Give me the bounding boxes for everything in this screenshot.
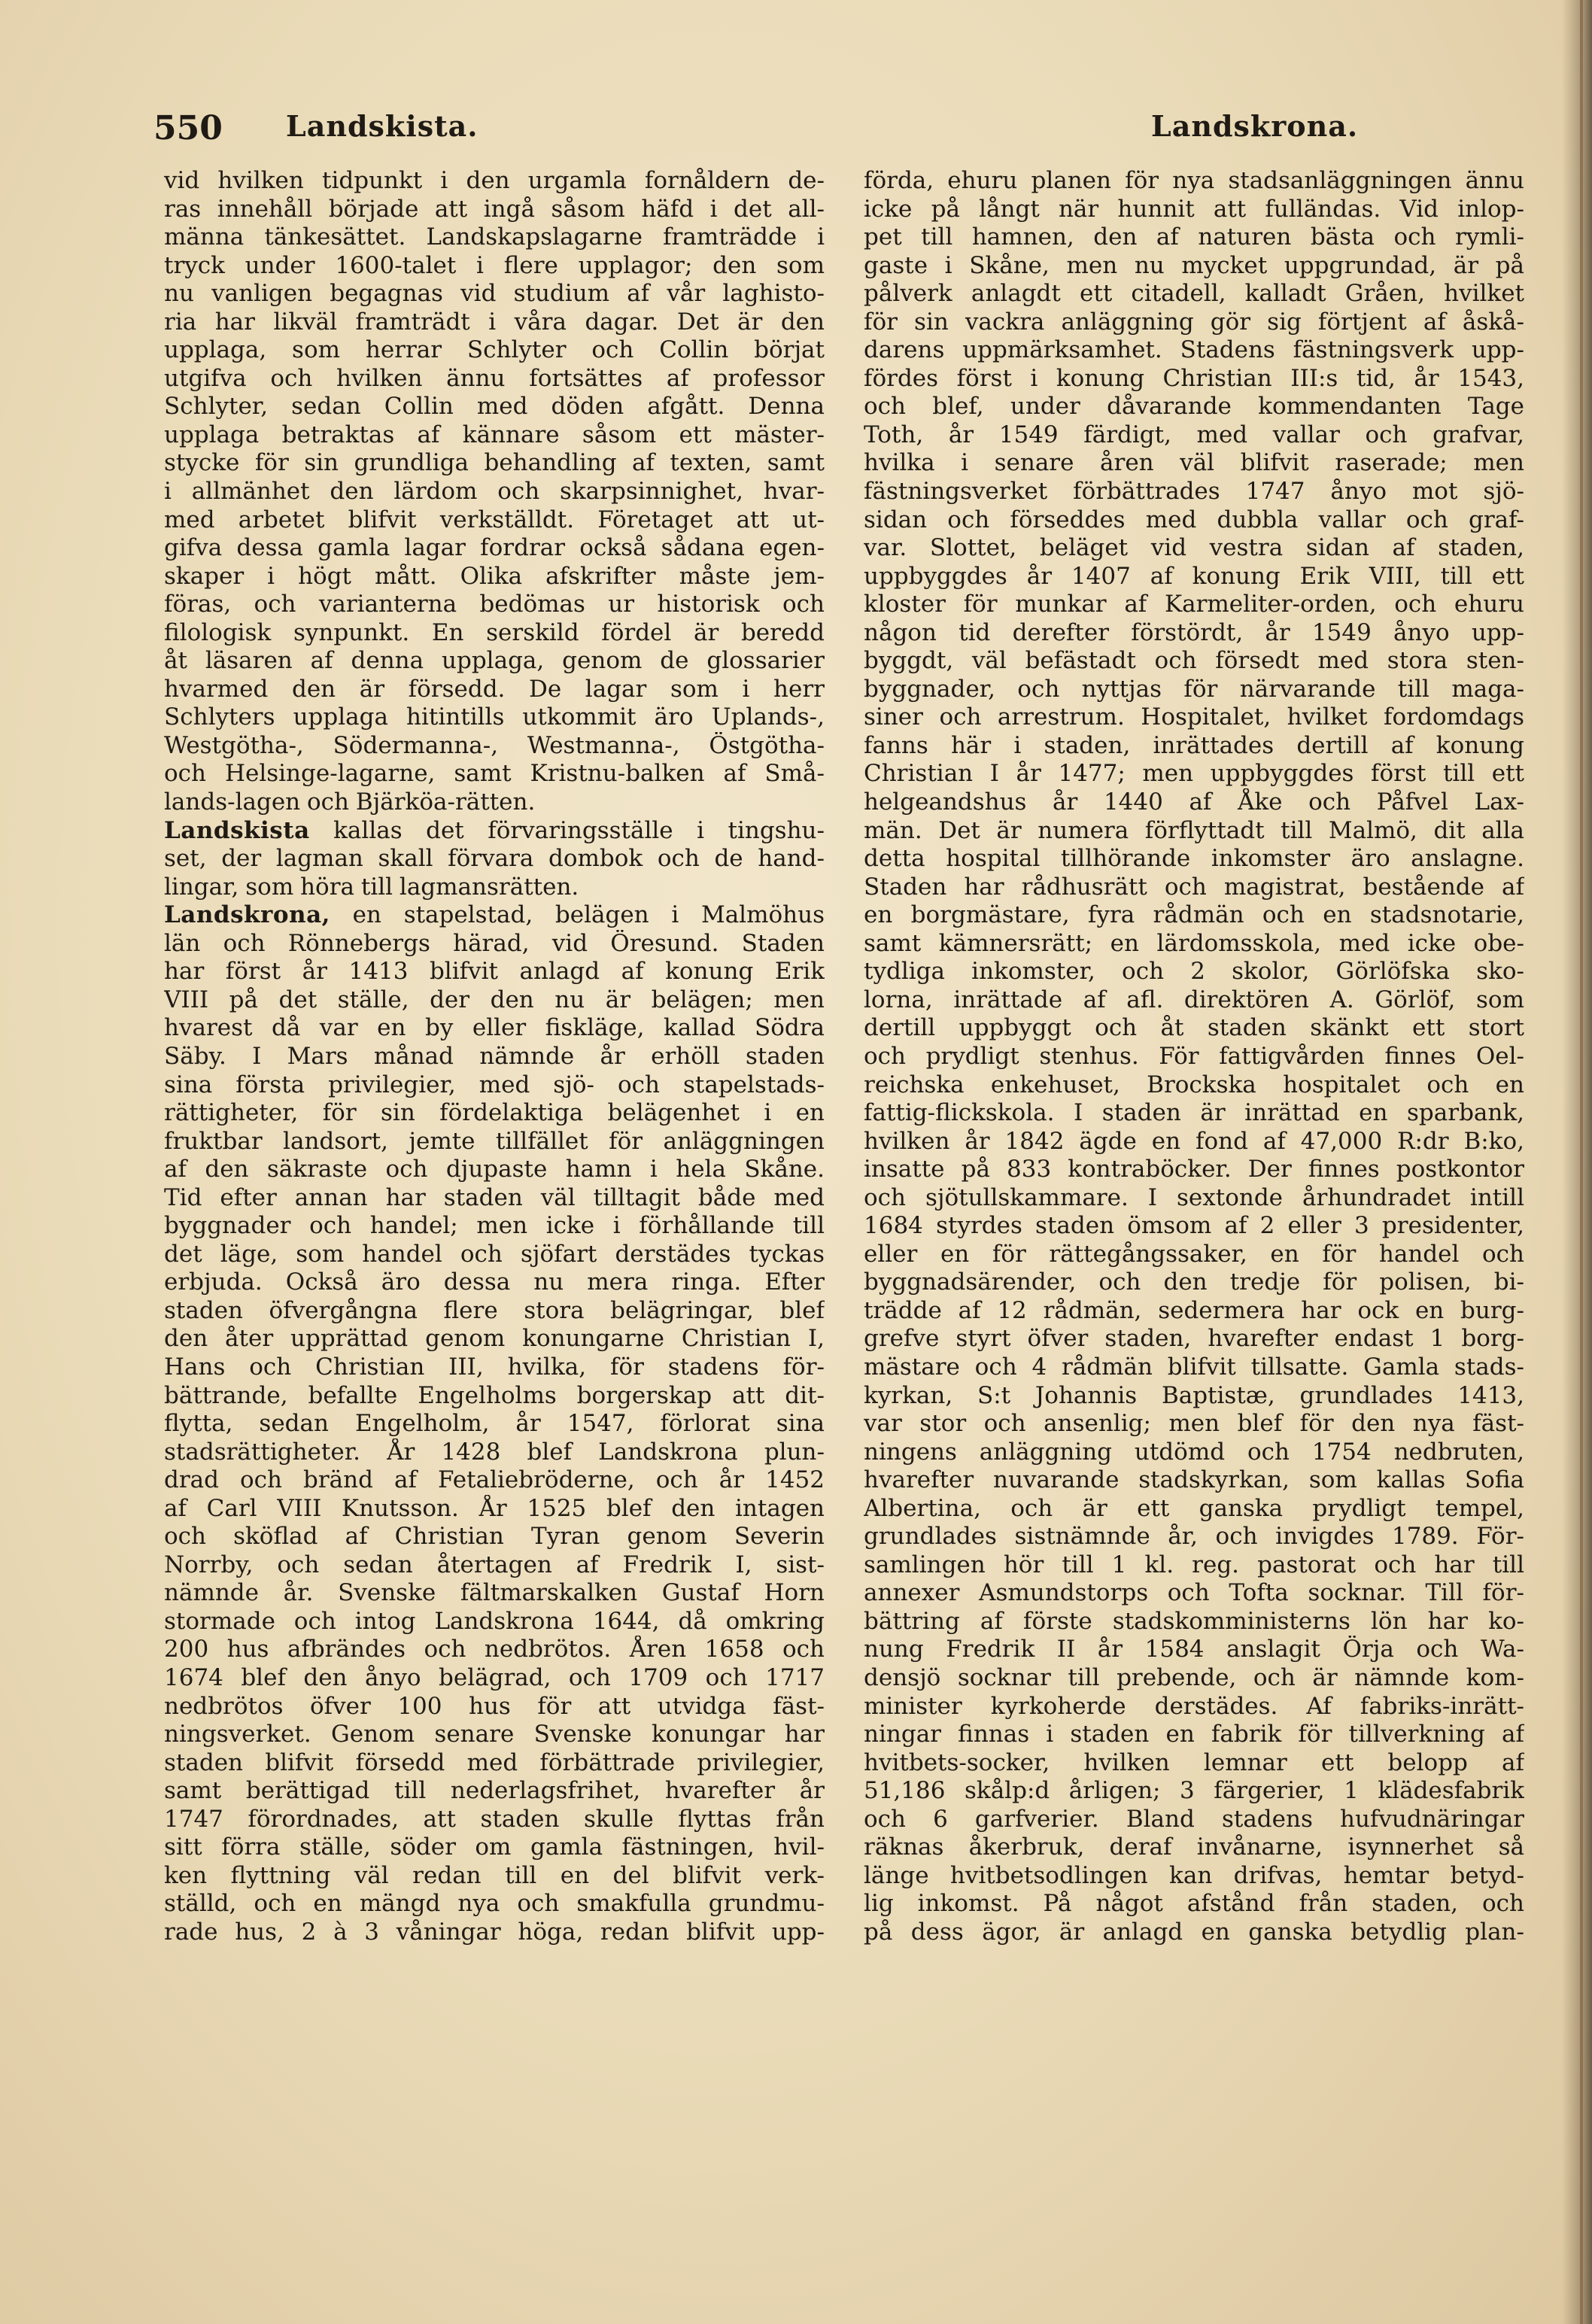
line-text: vid hvilken tidpunkt i den urgamla fornåldern de- [164, 167, 825, 194]
line-text: siner och arrestrum. Hospitalet, hvilket fordomdags [864, 703, 1524, 731]
line-text: detta hospital tillhörande inkomster äro anslagne. [864, 845, 1524, 873]
text-line [864, 393, 1524, 421]
line-text: männa tänkesättet. Landskapslagarne framträdde i [164, 223, 825, 251]
line-text: ras innehåll började att ingå såsom häfd i det all- [164, 195, 825, 223]
line-text: fästningsverket förbättrades 1747 ånyo mot sjö- [864, 478, 1524, 506]
line-text: staden blifvit försedd med förbättrade privilegier, [164, 1748, 825, 1776]
line-text: en borgmästare, fyra rådmän och en stadsnotarie, [864, 901, 1524, 929]
text-line [864, 563, 1524, 591]
line-text: nung Fredrik II år 1584 anslagit Örja och Wa- [864, 1636, 1524, 1663]
text-line [864, 280, 1524, 308]
text-line [864, 732, 1524, 761]
text-line [864, 308, 1524, 337]
line-text: och blef, under dåvarande kommendanten Tage [864, 393, 1524, 421]
line-text: Säby. I Mars månad nämnde år erhöll staden [164, 1042, 825, 1070]
text-line [864, 788, 1524, 817]
line-text: byggnader, och nyttjas för närvarande till maga- [864, 675, 1524, 703]
line-text: Westgötha-, Södermanna-, Westmanna-, Östgötha- [164, 731, 825, 759]
line-text: bättrande, befallte Engelholms borgerskap att dit- [164, 1381, 825, 1409]
line-text: 51,186 skålp:d årligen; 3 färgerier, 1 klädesfabrik [864, 1777, 1524, 1805]
line-text: och sjötullskammare. I sextonde århundradet intill [864, 1183, 1524, 1211]
line-text: Tid efter annan har staden väl tilltagit både med [164, 1183, 825, 1211]
text-line [164, 591, 825, 619]
line-text: erbjuda. Också äro dessa nu mera ringa. Efter [164, 1268, 825, 1296]
text-line [164, 1212, 825, 1241]
line-text: i allmänhet den lärdom och skarpsinnighet, hvar- [164, 478, 825, 506]
text-line [864, 1241, 1524, 1269]
text-line [864, 676, 1524, 704]
text-line [864, 845, 1524, 873]
line-text: minister kyrkoherde derstädes. Af fabriks-inrätt- [864, 1692, 1524, 1720]
entry-headword: Landskista [164, 816, 310, 844]
line-text: lands-lagen och Bjärköa-rätten. [164, 788, 536, 816]
line-text: byggnadsärender, och den tredje för polisen, bi- [864, 1268, 1524, 1296]
line-text: och 6 garfverier. Bland stadens hufvudnäringar [864, 1805, 1524, 1833]
text-line [164, 563, 825, 591]
line-text: grefve styrt öfver staden, hvarefter endast 1 borg- [864, 1325, 1524, 1353]
text-line [164, 393, 825, 421]
line-text: kloster för munkar af Karmeliter-orden, och ehuru [864, 591, 1524, 618]
text-line [164, 1523, 825, 1551]
line-text: flytta, sedan Engelholm, år 1547, förlorat sina [164, 1410, 825, 1438]
text-line [164, 676, 825, 704]
text-line [864, 1523, 1524, 1551]
line-text: förda, ehuru planen för nya stadsanläggningen ännu [864, 167, 1524, 194]
text-line [864, 1749, 1524, 1778]
line-text: en stapelstad, belägen i Malmöhus [330, 901, 825, 929]
line-text: ställd, och en mängd nya och smakfulla grundmu- [164, 1890, 825, 1918]
line-text: nu vanligen begagnas vid studium af vår laghisto- [164, 280, 825, 308]
text-line [164, 958, 825, 986]
line-text: Staden har rådhusrätt och magistrat, bestående af [864, 873, 1524, 901]
text-line [864, 901, 1524, 930]
text-line [164, 1693, 825, 1721]
line-text: gifva dessa gamla lagar fordrar också sådana egen- [164, 534, 825, 562]
text-line [864, 1014, 1524, 1043]
text-line [864, 1325, 1524, 1353]
text-line [864, 478, 1524, 506]
text-line [864, 986, 1524, 1015]
line-text: staden öfvergångna flere stora belägringar, blef [164, 1296, 825, 1324]
line-text: bättring af förste stadskomministerns lön har ko- [864, 1607, 1524, 1635]
text-line [864, 365, 1524, 393]
text-line [864, 1466, 1524, 1495]
line-text: samlingen hör till 1 kl. reg. pastorat och har till [864, 1551, 1524, 1578]
text-line [164, 1721, 825, 1749]
line-text: sitt förra ställe, söder om gamla fästningen, hvil- [164, 1833, 825, 1861]
line-text: byggnader och handel; men icke i förhållande till [164, 1212, 825, 1240]
text-line [864, 1721, 1524, 1749]
line-text: uppbyggdes år 1407 af konung Erik VIII, till ett [864, 562, 1524, 590]
line-text: lorna, inrättade af afl. direktören A. Görlöf, som [864, 986, 1524, 1013]
running-head-right: Landskrona. [1151, 109, 1359, 143]
line-text: stormade och intog Landskrona 1644, då omkring [164, 1607, 825, 1635]
text-line [164, 901, 825, 930]
text-line [164, 252, 825, 281]
text-line [164, 1833, 825, 1862]
line-text: var stor och ansenlig; men blef för den nya fäst- [864, 1410, 1524, 1438]
text-line [864, 1636, 1524, 1664]
text-line [164, 365, 825, 393]
text-line [164, 478, 825, 506]
line-text: pålverk anlagdt ett citadell, kalladt Gråen, hvilket [864, 280, 1524, 308]
text-line [164, 1777, 825, 1806]
line-text: hvilken år 1842 ägde en fond af 47,000 R:dr B:ko, [864, 1127, 1524, 1155]
line-text: har först år 1413 blifvit anlagd af konung Erik [164, 958, 825, 986]
text-line [864, 1438, 1524, 1467]
text-line [164, 619, 825, 648]
text-line [164, 1466, 825, 1495]
line-text: föras, och varianterna bedömas ur historisk och [164, 591, 825, 618]
line-text: hvarmed den är försedd. De lagar som i herr [164, 675, 825, 703]
text-line [164, 1862, 825, 1891]
line-text: icke på långt när hunnit att fulländas. Vid inlop- [864, 195, 1524, 223]
line-text: filologisk synpunkt. En serskild fördel är beredd [164, 618, 825, 646]
text-line [864, 1071, 1524, 1100]
text-line [864, 1212, 1524, 1241]
text-line [864, 1128, 1524, 1156]
text-line [864, 449, 1524, 478]
line-text: länge hvitbetsodlingen kan drifvas, hemtar betyd- [864, 1861, 1524, 1889]
line-text: skaper i högt mått. Olika afskrifter måste jem- [164, 562, 825, 590]
text-line [864, 1693, 1524, 1721]
line-text: Schlyters upplaga hitintills utkommit äro Uplands-, [164, 703, 825, 731]
text-line [864, 167, 1524, 196]
text-line [164, 1184, 825, 1213]
text-line [864, 1777, 1524, 1806]
line-text: drad och bränd af Fetaliebröderne, och år 1452 [164, 1466, 825, 1494]
text-line [864, 1579, 1524, 1608]
text-line [164, 1382, 825, 1411]
text-line [864, 1862, 1524, 1891]
text-line [164, 506, 825, 535]
line-text: Schlyter, sedan Collin med döden afgått. Denna [164, 393, 825, 421]
line-text: reichska enkehuset, Brockska hospitalet och en [864, 1071, 1524, 1098]
line-text: set, der lagman skall förvara dombok och de hand- [164, 845, 825, 873]
text-line [864, 534, 1524, 563]
line-text: samt berättigad till nederlagsfrihet, hvarefter år [164, 1777, 825, 1805]
right-text-column [864, 167, 1524, 1946]
line-text: 1684 styrdes staden ömsom af 2 eller 3 presidenter, [864, 1212, 1524, 1240]
running-head-left: Landskista. [286, 109, 479, 143]
text-line [164, 873, 825, 902]
text-line [864, 1495, 1524, 1524]
line-text: 200 hus afbrändes och nedbrötos. Åren 1658 och [164, 1636, 825, 1663]
text-line [864, 760, 1524, 788]
text-line [164, 534, 825, 563]
text-line [164, 1043, 825, 1071]
line-text: dertill uppbyggt och åt staden skänkt ett stort [864, 1014, 1524, 1042]
line-text: Toth, år 1549 färdigt, med vallar och grafvar, [864, 421, 1524, 448]
line-text: kallas det förvaringsställe i tingshu- [309, 816, 825, 844]
line-text: ningar finnas i staden en fabrik för tillverkning af [864, 1721, 1524, 1748]
line-text: insatte på 833 kontraböcker. Der finnes postkontor [864, 1156, 1524, 1183]
text-line [164, 421, 825, 450]
line-text: och Helsinge-lagarne, samt Kristnu-balken af Små- [164, 760, 825, 788]
text-line [164, 449, 825, 478]
line-text: nämnde år. Svenske fältmarskalken Gustaf Horn [164, 1579, 825, 1607]
line-text: gaste i Skåne, men nu mycket uppgrundad, är på [864, 251, 1524, 279]
line-text: utgifva och hvilken ännu fortsättes af professor [164, 364, 825, 392]
line-text: fördes först i konung Christian III:s tid, år 1543, [864, 364, 1524, 392]
text-line [864, 252, 1524, 281]
line-text: kyrkan, S:t Johannis Baptistæ, grundlades 1413, [864, 1381, 1524, 1409]
text-line [164, 1664, 825, 1693]
text-line [164, 1241, 825, 1269]
line-text: och sköflad af Christian Tyran genom Severin [164, 1523, 825, 1551]
line-text: hvarest då var en by eller fiskläge, kallad Södra [164, 1014, 825, 1042]
line-text: den åter upprättad genom konungarne Christian I, [164, 1325, 825, 1353]
text-line [164, 1099, 825, 1128]
line-text: VIII på det ställe, der den nu är belägen; men [164, 986, 825, 1013]
page-edge-shadow [1562, 0, 1592, 2324]
line-text: stadsrättigheter. År 1428 blef Landskrona plun- [164, 1438, 825, 1466]
text-line [164, 1268, 825, 1297]
line-text: helgeandshus år 1440 af Åke och Påfvel Lax- [864, 788, 1524, 816]
line-text: 1747 förordnades, att staden skulle flyttas från [164, 1805, 825, 1833]
line-text: pet till hamnen, den af naturen bästa och rymli- [864, 223, 1524, 251]
text-line [164, 1128, 825, 1156]
line-text: sidan och förseddes med dubbla vallar och graf- [864, 506, 1524, 533]
text-line [164, 788, 825, 817]
line-text: på dess ägor, är anlagd en ganska betydlig plan- [864, 1918, 1524, 1946]
text-line [164, 1325, 825, 1353]
line-text: af Carl VIII Knutsson. År 1525 blef den intagen [164, 1494, 825, 1522]
line-text: upplaga, som herrar Schlyter och Collin börjat [164, 336, 825, 364]
text-line [164, 845, 825, 873]
line-text: län och Rönnebergs härad, vid Öresund. Staden [164, 929, 825, 957]
text-line [864, 336, 1524, 365]
text-line [164, 308, 825, 337]
text-line [164, 930, 825, 958]
text-line [864, 703, 1524, 732]
text-line [164, 167, 825, 196]
text-line [164, 196, 825, 224]
line-text: samt kämnersrätt; en lärdomsskola, med icke obe- [864, 929, 1524, 957]
text-line [864, 1918, 1524, 1947]
line-text: byggdt, väl befästadt och försedt med stora sten- [864, 647, 1524, 675]
text-line [164, 732, 825, 761]
text-line [164, 986, 825, 1015]
text-line [164, 336, 825, 365]
line-text: darens uppmärksamhet. Stadens fästningsverk upp- [864, 336, 1524, 364]
text-line [864, 223, 1524, 252]
text-line [864, 506, 1524, 535]
text-line [164, 1806, 825, 1834]
line-text: Norrby, och sedan återtagen af Fredrik I, sist- [164, 1551, 825, 1578]
line-text: densjö socknar till prebende, och är nämnde kom- [864, 1663, 1524, 1691]
left-text-column [164, 167, 825, 1946]
text-line [864, 873, 1524, 902]
line-text: Christian I år 1477; men uppbyggdes först till ett [864, 760, 1524, 788]
line-text: och prydligt stenhus. För fattigvården finnes Oel- [864, 1042, 1524, 1070]
line-text: tryck under 1600-talet i flere upplagor; den som [164, 251, 825, 279]
text-line [864, 619, 1524, 648]
text-line [164, 1608, 825, 1636]
line-text: ria har likväl framträdt i våra dagar. Det är den [164, 308, 825, 336]
page-number: 550 [153, 109, 223, 147]
line-text: sina första privilegier, med sjö- och stapelstads- [164, 1071, 825, 1098]
line-text: var. Slottet, beläget vid vestra sidan af staden, [864, 534, 1524, 562]
text-line [864, 1806, 1524, 1834]
text-line [864, 1382, 1524, 1411]
text-line [164, 1890, 825, 1918]
entry-headword: Landskrona, [164, 901, 330, 929]
text-line [164, 1410, 825, 1438]
text-line [164, 1014, 825, 1043]
line-text: fruktbar landsort, jemte tillfället för anläggningen [164, 1127, 825, 1155]
line-text: stycke för sin grundliga behandling af texten, samt [164, 449, 825, 477]
text-line [864, 1156, 1524, 1184]
line-text: ningsverket. Genom senare Svenske konungar har [164, 1721, 825, 1748]
text-line [864, 1297, 1524, 1326]
line-text: fanns här i staden, inrättades dertill af konung [864, 731, 1524, 759]
text-line [164, 1071, 825, 1100]
line-text: det läge, som handel och sjöfart derstädes tyckas [164, 1240, 825, 1268]
text-line [164, 647, 825, 676]
text-line [864, 1268, 1524, 1297]
text-line [864, 1043, 1524, 1071]
text-line [864, 1890, 1524, 1918]
text-line [864, 958, 1524, 986]
text-line [864, 1410, 1524, 1438]
text-line [864, 1551, 1524, 1580]
text-line [164, 1551, 825, 1580]
line-text: rättigheter, för sin fördelaktiga belägenhet i en [164, 1099, 825, 1127]
text-line [164, 1495, 825, 1524]
text-line [864, 1833, 1524, 1862]
text-line [864, 1608, 1524, 1636]
line-text: eller en för rättegångssaker, en för handel och [864, 1240, 1524, 1268]
text-line [864, 930, 1524, 958]
line-text: lingar, som höra till lagmansrätten. [164, 873, 579, 901]
line-text: någon tid derefter förstördt, år 1549 ånyo upp- [864, 618, 1524, 646]
line-text: hvitbets-socker, hvilken lemnar ett belopp af [864, 1748, 1524, 1776]
line-text: trädde af 12 rådmän, sedermera har ock en burg- [864, 1296, 1524, 1324]
text-line [164, 817, 825, 846]
line-text: mästare och 4 rådmän blifvit tillsatte. Gamla stads- [864, 1353, 1524, 1381]
line-text: annexer Asmundstorps och Tofta socknar. Till för- [864, 1579, 1524, 1607]
text-line [164, 703, 825, 732]
text-line [164, 280, 825, 308]
line-text: rade hus, 2 à 3 våningar höga, redan blifvit upp- [164, 1918, 825, 1946]
line-text: hvilka i senare åren väl blifvit raserade; men [864, 449, 1524, 477]
line-text: ken flyttning väl redan till en del blifvit verk- [164, 1861, 825, 1889]
line-text: Albertina, och är ett ganska prydligt tempel, [864, 1494, 1524, 1522]
line-text: fattig-flickskola. I staden är inrättad en sparbank, [864, 1099, 1524, 1127]
line-text: Hans och Christian III, hvilka, för stadens för- [164, 1353, 825, 1381]
line-text: tydliga inkomster, och 2 skolor, Görlöfska sko- [864, 958, 1524, 986]
text-line [164, 760, 825, 788]
text-line [164, 1749, 825, 1778]
text-line [864, 647, 1524, 676]
text-line [864, 591, 1524, 619]
line-text: grundlades sistnämnde år, och invigdes 1789. För- [864, 1523, 1524, 1551]
line-text: räknas åkerbruk, deraf invånarne, isynnerhet så [864, 1833, 1524, 1861]
text-line [864, 421, 1524, 450]
text-line [164, 1579, 825, 1608]
line-text: med arbetet blifvit verkställdt. Företaget att ut- [164, 506, 825, 533]
text-line [864, 817, 1524, 846]
text-line [864, 196, 1524, 224]
line-text: ningens anläggning utdömd och 1754 nedbruten, [864, 1438, 1524, 1466]
page-edge-line [1580, 0, 1583, 2324]
line-text: lig inkomst. På något afstånd från staden, och [864, 1890, 1524, 1918]
text-line [164, 1918, 825, 1947]
line-text: nedbrötos öfver 100 hus för att utvidga fäst- [164, 1692, 825, 1720]
line-text: upplaga betraktas af kännare såsom ett mäster- [164, 421, 825, 448]
line-text: 1674 blef den ånyo belägrad, och 1709 och 1717 [164, 1663, 825, 1691]
line-text: för sin vackra anläggning gör sig förtjent af åskå- [864, 308, 1524, 336]
text-line [864, 1353, 1524, 1382]
line-text: män. Det är numera förflyttadt till Malmö, dit alla [864, 816, 1524, 844]
text-line [164, 1636, 825, 1664]
text-line [164, 223, 825, 252]
line-text: af den säkraste och djupaste hamn i hela Skåne. [164, 1156, 825, 1183]
text-line [164, 1353, 825, 1382]
text-line [164, 1156, 825, 1184]
line-text: hvarefter nuvarande stadskyrkan, som kallas Sofia [864, 1466, 1524, 1494]
text-line [164, 1438, 825, 1467]
text-line [864, 1184, 1524, 1213]
text-line [864, 1099, 1524, 1128]
line-text: åt läsaren af denna upplaga, genom de glossarier [164, 647, 825, 675]
text-line [864, 1664, 1524, 1693]
text-line [164, 1297, 825, 1326]
